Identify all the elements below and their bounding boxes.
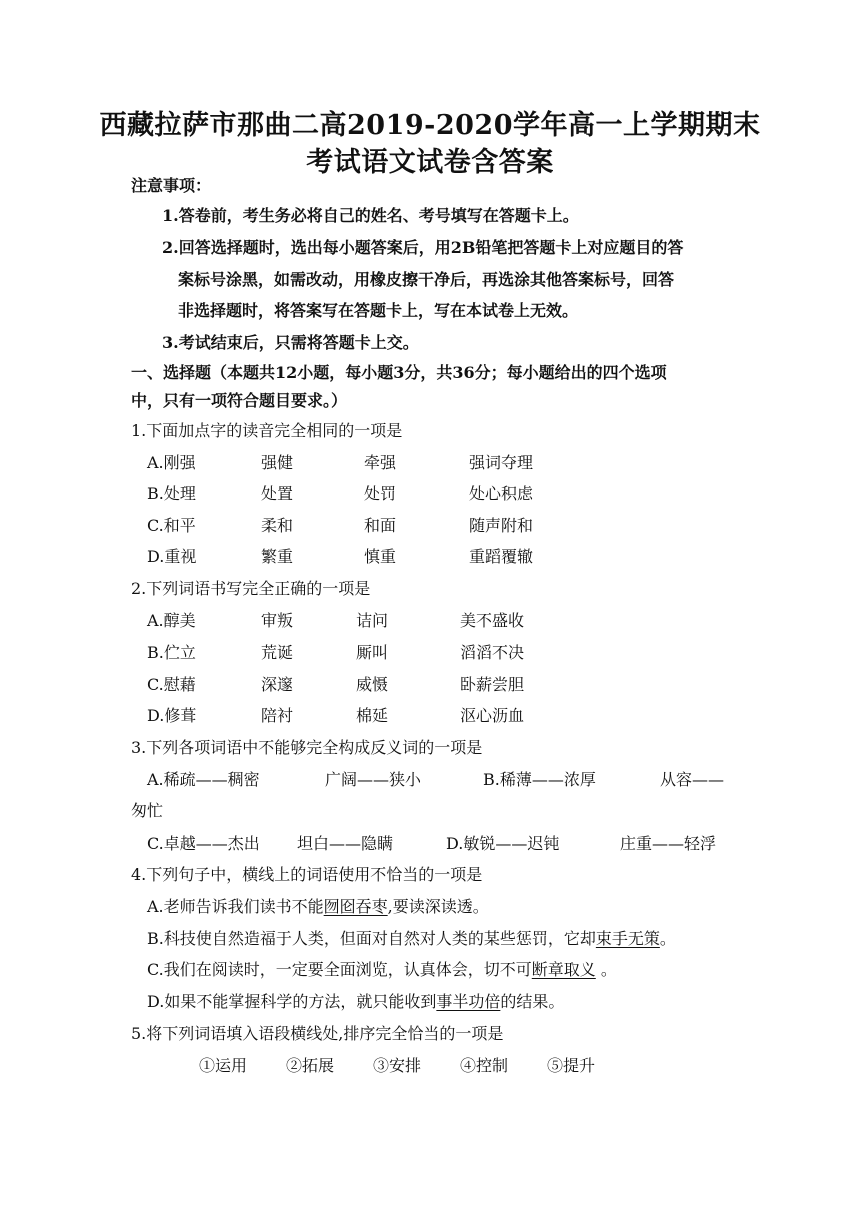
q1-option-a-word4: 强词夺理 [469, 453, 534, 472]
q2-option-d-word3: 棉延 [356, 706, 389, 725]
q2-stem: 2.下列词语书写完全正确的一项是 [131, 579, 371, 598]
q1-option-d-word2: 繁重 [261, 547, 294, 566]
q2-option-a-word3: 诘问 [356, 611, 389, 630]
q4-c-text-after: 。 [595, 960, 617, 979]
q1-option-a: A.刚强 [147, 453, 196, 472]
q3-option-c: C.卓越——杰出 [147, 834, 260, 853]
q2-option-b: B.伫立 [147, 643, 196, 662]
q4-option-a [147, 896, 489, 918]
q2-option-d-word4: 沤心沥血 [460, 706, 525, 725]
q1-option-c-word3: 和面 [364, 516, 397, 535]
q3-option-b-pair2: 从容—— [660, 770, 725, 789]
q3-option-d-pair2: 庄重——轻浮 [620, 834, 717, 853]
q2-option-a: A.醇美 [147, 611, 196, 630]
q1-option-b: B.处理 [147, 484, 196, 503]
q3-option-d: D.敏锐——迟钝 [446, 834, 560, 853]
q4-c-underlined-word: 断章取义 [531, 960, 596, 979]
q1-option-c: C.和平 [147, 516, 196, 535]
q3-option-c-pair2: 坦白——隐瞒 [297, 834, 394, 853]
q5-word-2: ②拓展 [286, 1056, 335, 1075]
notice-item-3: 3.考试结束后，只需将答题卡上交。 [162, 333, 419, 352]
q1-option-a-word2: 强健 [261, 453, 294, 472]
q5-word-4: ④控制 [460, 1056, 509, 1075]
q4-b-underlined-word: 束手无策 [595, 929, 660, 948]
q1-option-d: D.重视 [147, 547, 197, 566]
q1-option-d-word3: 慎重 [364, 547, 397, 566]
q4-d-text-after: 的结果。 [500, 992, 565, 1011]
q3-option-b: B.稀薄——浓厚 [483, 770, 596, 789]
q2-option-d-word2: 陪衬 [261, 706, 294, 725]
q5-word-3: ③安排 [373, 1056, 422, 1075]
notice-heading: 注意事项： [131, 176, 212, 195]
q1-option-b-word2: 处置 [261, 484, 294, 503]
section1-heading-line2: 中，只有一项符合题目要求。） [131, 391, 348, 410]
q1-stem: 1.下面加点字的读音完全相同的一项是 [131, 421, 403, 440]
q2-option-b-word4: 滔滔不决 [460, 643, 525, 662]
q5-stem: 5.将下列词语填入语段横线处,排序完全恰当的一项是 [131, 1024, 504, 1043]
document-title-line1: 西藏拉萨市那曲二高2019-2020学年高一上学期期末 [99, 110, 761, 141]
q2-option-c-word4: 卧薪尝胆 [460, 675, 525, 694]
q4-option-d [147, 991, 564, 1013]
q2-option-b-word2: 荒诞 [261, 643, 294, 662]
section1-heading-line1: 一、选择题（本题共12小题，每小题3分，共36分；每小题给出的四个选项 [131, 363, 667, 382]
q4-a-underlined-word: 囫囵吞枣 [323, 897, 388, 916]
q4-d-text-before: D.如果不能掌握科学的方法，就只能收到 [147, 992, 437, 1011]
q4-option-b [147, 928, 676, 950]
q1-option-c-word2: 柔和 [261, 516, 294, 535]
q1-option-c-word4: 随声附和 [469, 516, 534, 535]
q4-c-text-before: C.我们在阅读时，一定要全面浏览，认真体会，切不可 [147, 960, 532, 979]
q5-word-1: ①运用 [199, 1056, 248, 1075]
q4-option-c [147, 959, 617, 981]
document-title-line2: 考试语文试卷含答案 [306, 147, 554, 178]
q3-option-b-pair2-wrap: 匆忙 [131, 801, 164, 820]
notice-item-1: 1.答卷前，考生务必将自己的姓名、考号填写在答题卡上。 [162, 206, 579, 225]
notice-item-2-line2: 案标号涂黑，如需改动，用橡皮擦干净后，再选涂其他答案标号，回答 [178, 270, 675, 289]
q4-b-text-before: B.科技使自然造福于人类，但面对自然对人类的某些惩罚，它却 [147, 929, 596, 948]
notice-item-2-line1: 2.回答选择题时，选出每小题答案后，用2B铅笔把答题卡上对应题目的答 [162, 238, 684, 257]
q1-option-a-word3: 牵强 [364, 453, 397, 472]
q1-option-b-word4: 处心积虑 [469, 484, 534, 503]
q2-option-a-word4: 美不盛收 [460, 611, 525, 630]
q4-a-text-after: ,要读深读透。 [387, 897, 489, 916]
q2-option-b-word3: 厮叫 [356, 643, 389, 662]
q2-option-d: D.修葺 [147, 706, 197, 725]
q4-stem: 4.下列句子中，横线上的词语使用不恰当的一项是 [131, 865, 483, 884]
q2-option-c-word3: 威慑 [356, 675, 389, 694]
q5-word-5: ⑤提升 [547, 1056, 596, 1075]
q4-b-text-after: 。 [659, 929, 676, 948]
q1-option-d-word4: 重蹈覆辙 [469, 547, 534, 566]
q2-option-c-word2: 深邃 [261, 675, 294, 694]
q2-option-c: C.慰藉 [147, 675, 196, 694]
q3-option-a: A.稀疏——稠密 [147, 770, 260, 789]
q3-option-a-pair2: 广阔——狭小 [325, 770, 422, 789]
q4-a-text-before: A.老师告诉我们读书不能 [147, 897, 324, 916]
q2-option-a-word2: 审叛 [261, 611, 294, 630]
q3-stem: 3.下列各项词语中不能够完全构成反义词的一项是 [131, 738, 483, 757]
notice-item-2-line3: 非选择题时，将答案写在答题卡上，写在本试卷上无效。 [178, 301, 579, 320]
q1-option-b-word3: 处罚 [364, 484, 397, 503]
q4-d-underlined-word: 事半功倍 [436, 992, 501, 1011]
